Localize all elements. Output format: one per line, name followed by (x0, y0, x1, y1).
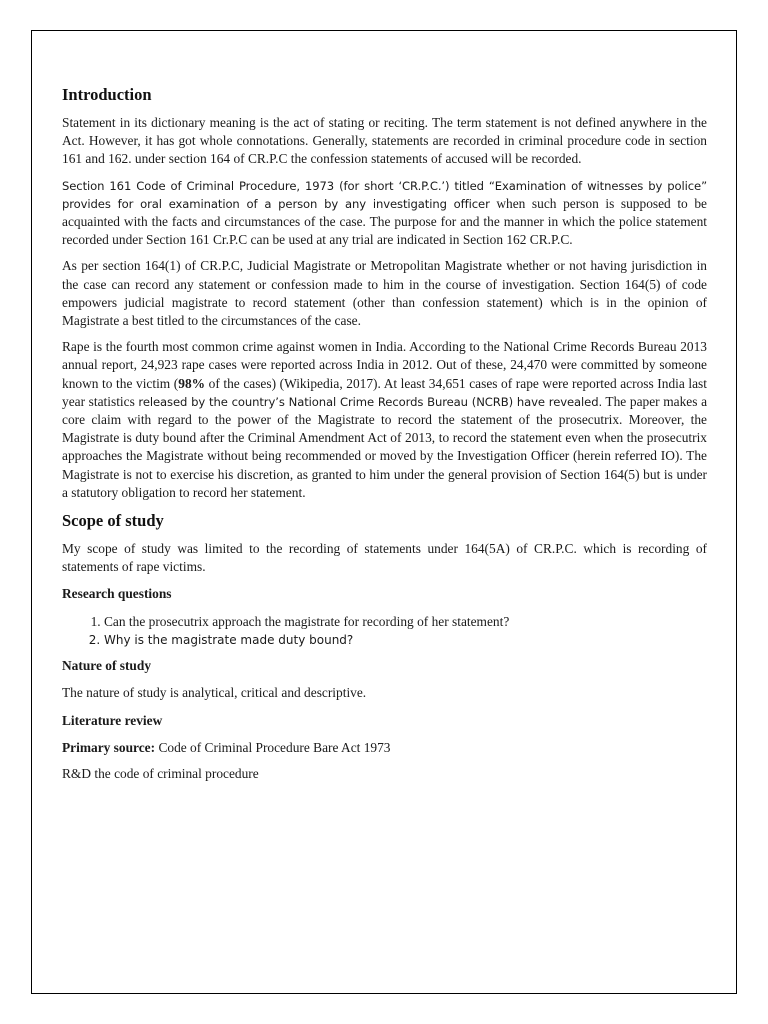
percent-bold: 98% (178, 375, 206, 391)
literature-heading: Literature review (62, 712, 163, 728)
core-claim-text: The paper makes a core claim with regard to the power of the Magistrate to record the statement of the prosecutrix. Moreover, the Magistrate is duty bound after the Criminal Amendment Act of 2013, to record the statement even when the prosecutrix approaches the Magistrate without being recommended or moved by the Investigation Officer (herein referred IO). The Magistrate is not to exercise his discretion, as granted to him under the general provision of Section 164(5) but is under a statutory obligation to record her statement. (62, 393, 708, 500)
nature-paragraph: The nature of study is analytical, critical and descriptive. (62, 685, 367, 701)
primary-source-text: Code of Criminal Procedure Bare Act 1973 (155, 739, 391, 755)
rape-stats-text: Rape is the fourth most common crime against women in India. According to the National Crime Records Bureau 2013 annual report, 24,923 rape cases were reported across India in 2012. Out of these, 24,470 were committed by someone known to the victim ( (62, 339, 707, 391)
section-161-text: Section 161 Code of Criminal Procedure, 1973 (for short ‘CR.P.C.’) titled “Examination of witnesses by police” provides for oral examination of a person by any investigating officer (62, 178, 707, 211)
rape-stats-text-2: of the cases) (Wikipedia, 2017). At least 34,651 cases of rape were reported across India last year statistics (62, 375, 707, 409)
section-161-continuation: when such person is supposed to be acquainted with the facts and circumstances of the case. The purpose for and the manner in which the police statement recorded under Section 161 Cr.P.C can be used at any trial are indicated in Section 162 CR.P.C. (62, 195, 707, 248)
list-item: 1. Can the prosecutrix approach the magistrate for recording of her statement? (104, 612, 707, 631)
introduction-heading: Introduction (62, 85, 152, 104)
research-questions-heading: Research questions (62, 586, 172, 602)
intro-paragraph-4 (62, 338, 707, 502)
document-body (62, 84, 707, 791)
research-questions-list (62, 612, 707, 650)
intro-paragraph-2 (62, 177, 707, 250)
intro-paragraph-3: As per section 164(1) of CR.P.C, Judicial Magistrate or Metropolitan Magistrate whether or not having jurisdiction in the case can record any statement or confession made to him in the course of investigation. Section 164(5) of code empowers judicial magistrate to record statement (other than confession statement) which is in the opinion of Magistrate a best titled to the circumstances of the case. (62, 258, 707, 329)
scope-paragraph: My scope of study was limited to the recording of statements under 164(5A) of CR.P.C. which is recording of statements of rape victims. (62, 541, 707, 575)
intro-paragraph-1: Statement in its dictionary meaning is the act of stating or reciting. The term statement is not defined anywhere in the Act. However, it has got whole connotations. Generally, statements are recorded in criminal procedure code in section 161 and 162. under section 164 of CR.P.C the confession statements of accused will be recorded. (62, 115, 707, 167)
primary-source-line (62, 739, 707, 757)
ncrb-text: released by the country’s National Crime Records Bureau (NCRB) have revealed. (138, 394, 603, 409)
list-item: 2. Why is the magistrate made duty bound? (104, 631, 707, 650)
primary-source-label: Primary source: (62, 739, 156, 755)
scope-heading: Scope of study (62, 511, 164, 531)
nature-heading: Nature of study (62, 658, 152, 674)
rd-line: R&D the code of criminal procedure (62, 765, 259, 781)
